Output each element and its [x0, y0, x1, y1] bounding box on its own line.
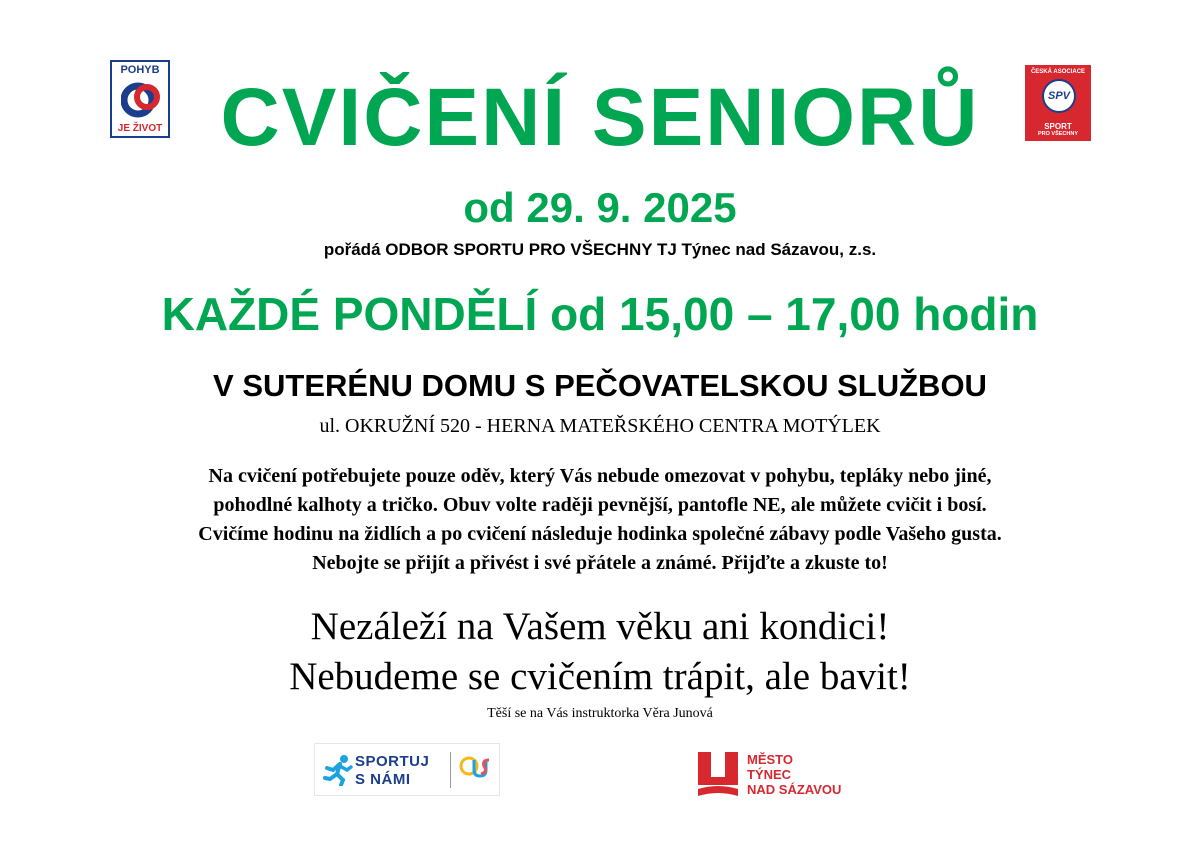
- spv-mark: SPV: [1047, 90, 1070, 102]
- sportuj-s-nami-logo: [314, 743, 500, 796]
- schedule-line: KAŽDÉ PONDĚLÍ od 15,00 – 17,00 hodin: [161, 288, 1039, 340]
- sportuj-line1: SPORTUJ: [355, 753, 430, 770]
- runner-icon: [323, 754, 353, 786]
- motto-line: Nezáleží na Vašem věku ani kondici!: [310, 605, 890, 648]
- motto-line: Nebudeme se cvičením trápit, ale bavit!: [289, 655, 911, 698]
- address-line: ul. OKRUŽNÍ 520 - HERNA MATEŘSKÉHO CENTRA MOTÝLEK: [319, 415, 881, 437]
- venue-line: V SUTERÉNU DOMU S PEČOVATELSKOU SLUŽBOU: [213, 368, 987, 403]
- mesto-line3: NAD SÁZAVOU: [747, 782, 842, 797]
- signature-line: Těší se na Vás instruktorka Věra Junová: [487, 706, 713, 721]
- cus-emblem-icon: [455, 750, 495, 790]
- pohyb-logo-bottom-text: JE ŽIVOT: [117, 123, 163, 134]
- pohyb-logo-top-text: POHYB: [120, 64, 160, 76]
- sportuj-divider: [450, 752, 451, 788]
- mesto-tynec-logo: [697, 750, 857, 798]
- organizer-line: pořádá ODBOR SPORTU PRO VŠECHNY TJ Týnec nad Sázavou, z.s.: [323, 240, 877, 259]
- start-date-text: od 29. 9. 2025: [463, 184, 737, 231]
- body-text-line: Na cvičení potřebujete pouze oděv, který Vás nebude omezovat v pohybu, tepláky nebo jiné,: [208, 465, 992, 487]
- poster-title: CVIČENÍ SENIORŮ: [220, 72, 980, 163]
- body-text-line: pohodlné kalhoty a tričko. Obuv volte raději pevnější, pantofle NE, ale můžete cvičit i bosí.: [213, 494, 987, 516]
- mesto-tynec-emblem-icon: [697, 751, 739, 797]
- csa-logo-line2: SPORT: [1044, 122, 1072, 131]
- start-date: [0, 183, 1200, 233]
- mesto-line2: TÝNEC: [747, 767, 792, 782]
- csa-logo-line1: ČESKÁ ASOCIACE: [1030, 69, 1086, 75]
- csa-logo-line3: PRO VŠECHNY: [1037, 131, 1079, 137]
- mesto-line1: MĚSTO: [747, 752, 793, 767]
- body-text-line: Cvičíme hodinu na židlích a po cvičení následuje hodinka společné zábavy podle Vašeho gusta.: [198, 523, 1002, 545]
- sportuj-line2: S NÁMI: [355, 771, 411, 788]
- body-text-line: Nebojte se přijít a přivést i své přátele a známé. Přijďte a zkuste to!: [312, 552, 888, 574]
